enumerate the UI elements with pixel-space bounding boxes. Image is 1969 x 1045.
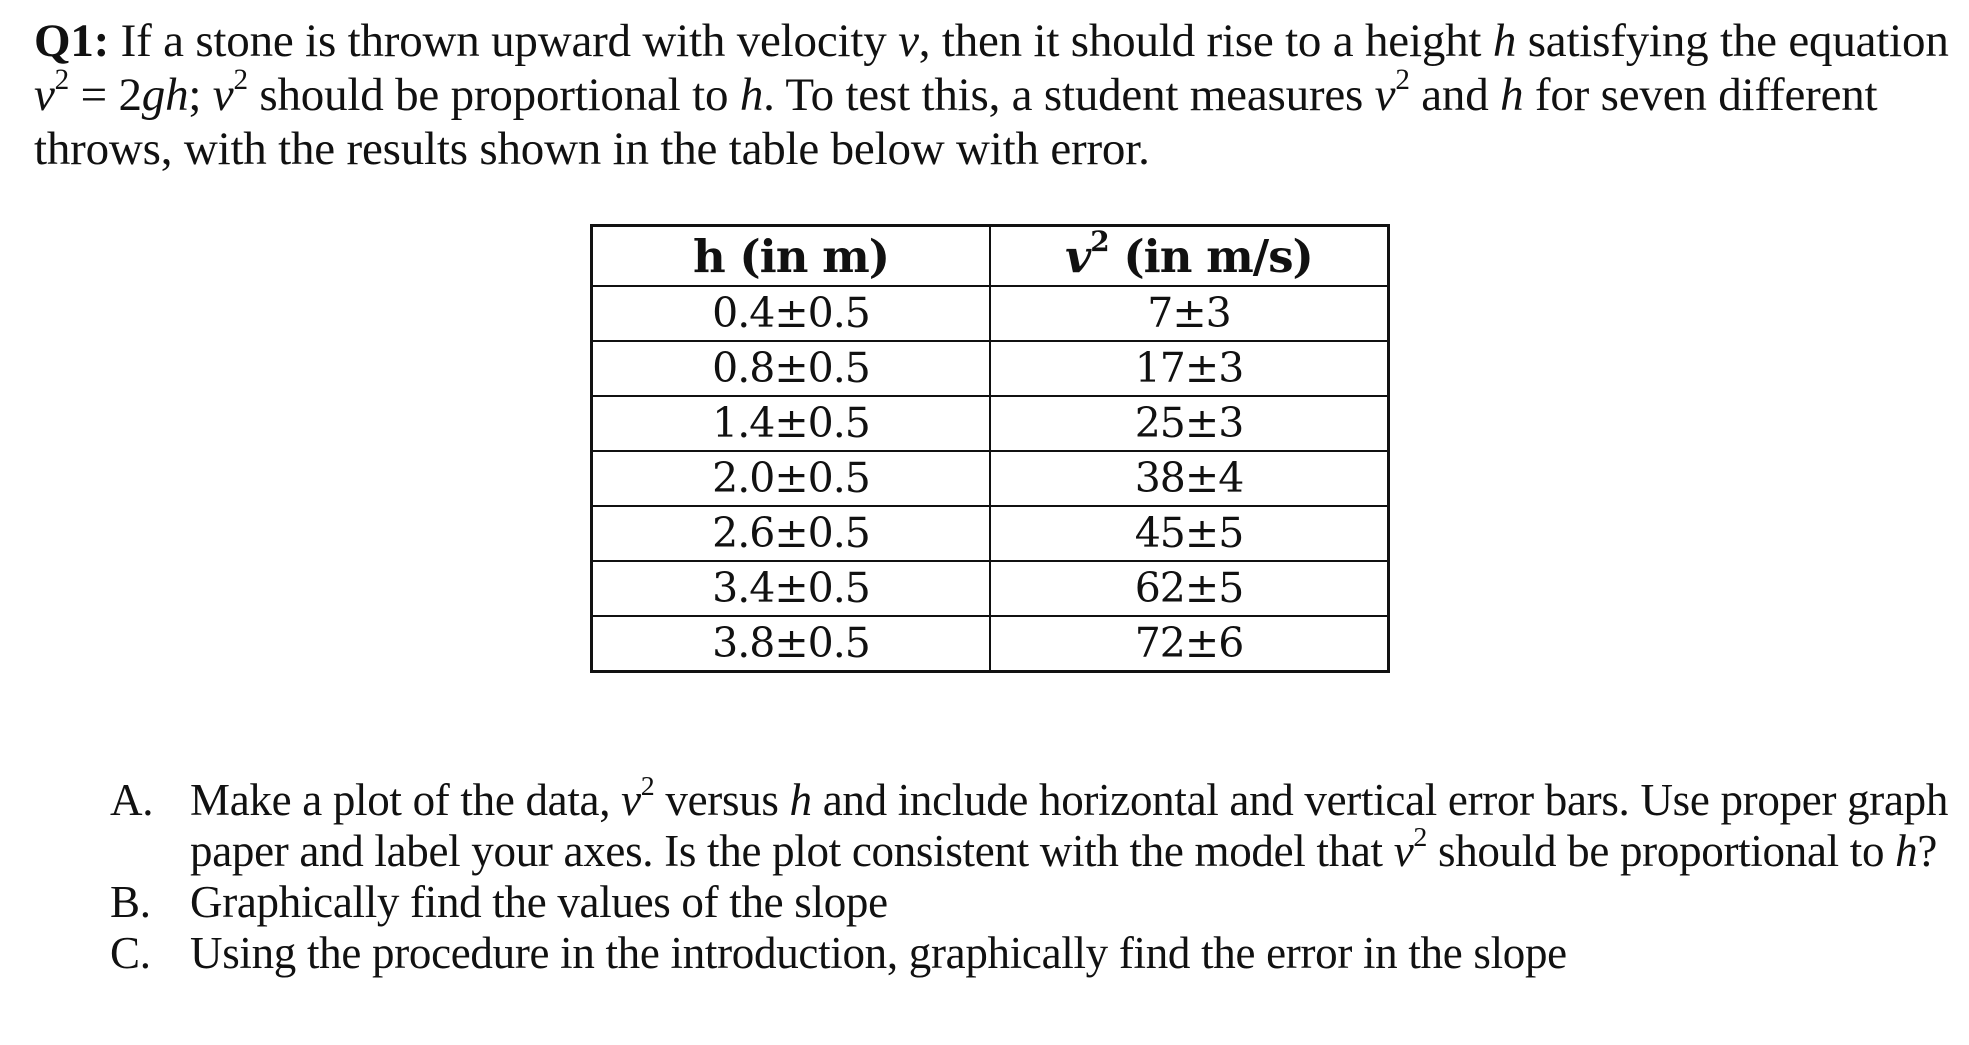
column-header-v2 [990,226,1389,287]
exponent: 2 [233,63,248,96]
cell-h: 2.6±0.5 [592,506,991,561]
question-fragment: ; [188,69,213,121]
part-b [110,877,1960,928]
exponent: 2 [54,63,70,96]
variable-h: h [1895,826,1918,876]
variable-h: h [789,775,812,825]
exponent: 2 [1395,63,1410,96]
cell-h: 2.0±0.5 [592,451,991,506]
question-fragment: and [1409,69,1501,121]
variable-v: v [1065,229,1091,283]
cell-h: 0.8±0.5 [592,341,991,396]
part-fragment: ? [1917,826,1938,876]
question-label: Q1: [34,15,110,67]
exponent: 2 [1413,821,1428,853]
question-fragment: If a stone is thrown upward with velocity [109,15,899,67]
variable-v: v [1393,826,1414,876]
variable-h: h [1500,69,1524,121]
cell-v2: 62±5 [990,561,1389,616]
variable-v: v [34,69,55,121]
variable-h: h [739,69,764,121]
variable-v: v [212,69,234,121]
table-row [592,341,1389,396]
cell-h: 3.4±0.5 [592,561,991,616]
cell-h: 3.8±0.5 [592,616,991,672]
variable-v: v [621,775,641,825]
question-parts [110,770,1960,979]
variable-gh: gh [141,69,189,121]
part-letter: B. [110,877,151,927]
variable-v: v [898,15,919,67]
column-header-h: h (in m) [592,226,991,287]
data-table [590,224,1390,673]
question-fragment: should be proportional to [247,69,740,121]
question-fragment: . To test this, a student measures [763,69,1375,121]
cell-v2: 38±4 [990,451,1389,506]
cell-v2: 25±3 [990,396,1389,451]
part-fragment: Make a plot of the data, [190,775,622,825]
cell-h: 0.4±0.5 [592,286,991,341]
question-text [34,14,1954,176]
question-fragment: , then it should rise to a height [918,15,1493,67]
part-fragment: should be proportional to [1427,826,1896,876]
part-text [190,770,1960,877]
part-letter: A. [110,775,154,825]
variable-v: v [1374,69,1396,121]
column-header-unit: (in m/s) [1108,229,1313,283]
table-row [592,451,1389,506]
part-text: Using the procedure in the introduction, graphically find the error in the slope [190,928,1567,978]
table-header-row [592,226,1389,287]
cell-v2: 7±3 [990,286,1389,341]
table-row [592,616,1389,672]
part-fragment: and include horizontal and vertical error bars. Use proper graph paper and label your axes. Is the plot consistent with the model that [190,775,1949,876]
table-row [592,561,1389,616]
table-row [592,396,1389,451]
table-row [592,506,1389,561]
part-c [110,928,1960,979]
cell-v2: 17±3 [990,341,1389,396]
part-fragment: versus [654,775,790,825]
cell-h: 1.4±0.5 [592,396,991,451]
cell-v2: 72±6 [990,616,1389,672]
part-text: Graphically find the values of the slope [190,877,888,927]
question-fragment: for seven different throws, with the results shown in the table below with error. [34,69,1878,175]
part-letter: C. [110,928,151,978]
variable-h: h [1492,15,1517,67]
equation-fragment: = 2 [69,69,142,121]
question-fragment: satisfying the equation [1516,15,1949,67]
exponent: 2 [1090,225,1109,259]
table-row [592,286,1389,341]
part-a [110,770,1960,877]
exponent: 2 [640,770,655,802]
cell-v2: 45±5 [990,506,1389,561]
